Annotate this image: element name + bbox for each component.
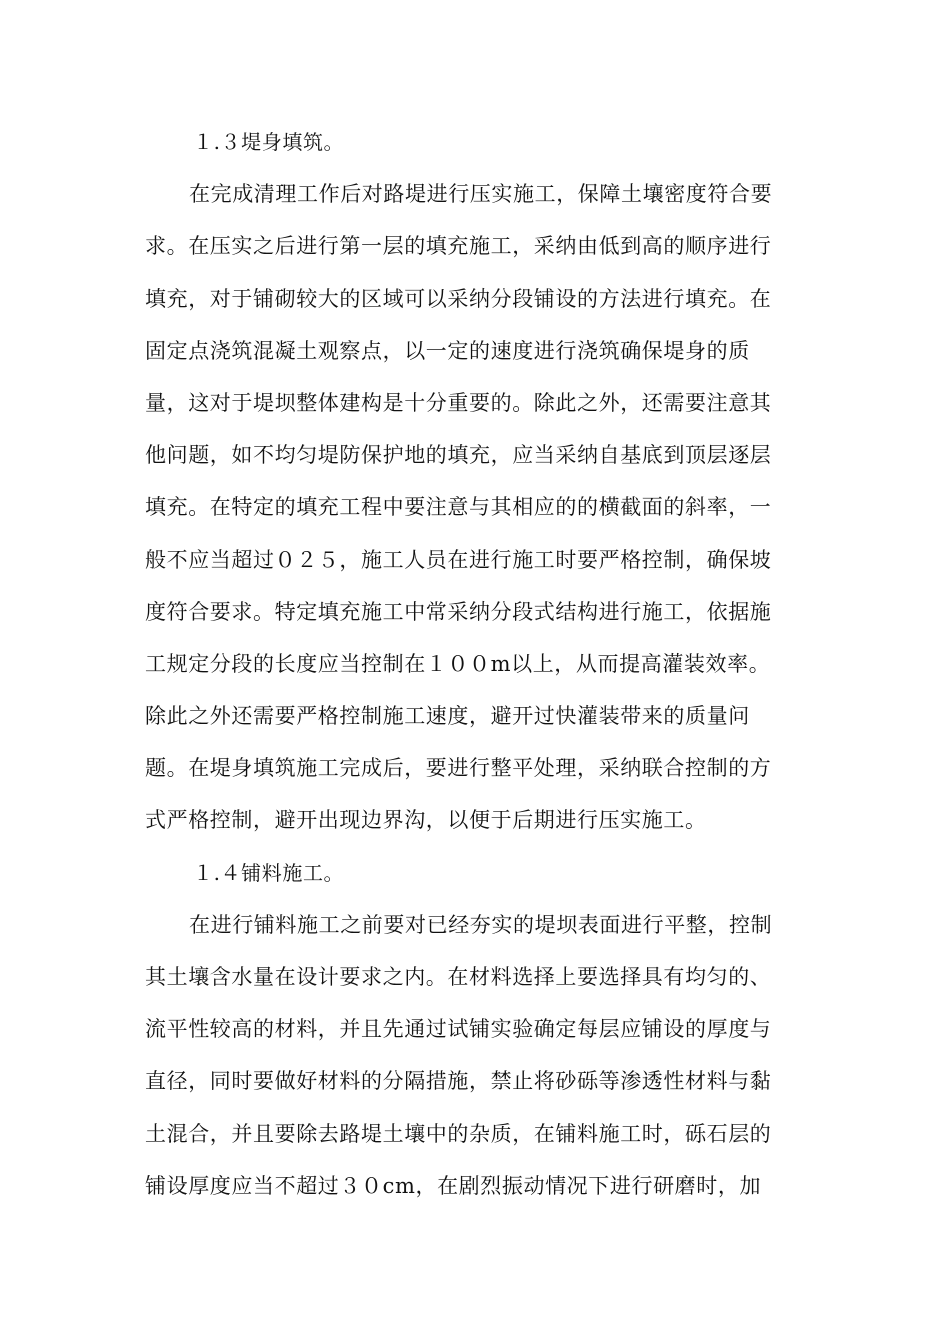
paragraph-line: 他问题，如不均匀堤防保护地的填充，应当采纳自基底到顶层逐层 bbox=[145, 443, 772, 468]
paragraph-line: 直径，同时要做好材料的分隔措施，禁止将砂砾等渗透性材料与黏 bbox=[145, 1069, 772, 1094]
section-heading: １.３堤身填筑。 bbox=[193, 130, 345, 154]
paragraph-line: 题。在堤身填筑施工完成后，要进行整平处理，采纳联合控制的方 bbox=[145, 756, 772, 781]
paragraph-line: 铺设厚度应当不超过３０cm，在剧烈振动情况下进行研磨时，加 bbox=[145, 1173, 762, 1198]
paragraph-line: 度符合要求。特定填充施工中常采纳分段式结构进行施工，依据施 bbox=[145, 599, 772, 624]
paragraph-line: 填充。在特定的填充工程中要注意与其相应的的横截面的斜率，一 bbox=[145, 495, 772, 520]
paragraph-line: 式严格控制，避开出现边界沟，以便于后期进行压实施工。 bbox=[145, 808, 707, 833]
paragraph-line: 般不应当超过０２５，施工人员在进行施工时要严格控制，确保坡 bbox=[145, 547, 772, 572]
section-heading: １.４铺料施工。 bbox=[193, 860, 345, 885]
paragraph-line: 在进行铺料施工之前要对已经夯实的堤坝表面进行平整，控制 bbox=[189, 912, 773, 937]
paragraph-line: 土混合，并且要除去路堤土壤中的杂质，在铺料施工时，砾石层的 bbox=[145, 1121, 772, 1146]
paragraph-line: 流平性较高的材料，并且先通过试铺实验确定每层应铺设的厚度与 bbox=[145, 1017, 772, 1042]
document-body bbox=[145, 116, 805, 1212]
paragraph-line: 求。在压实之后进行第一层的填充施工，采纳由低到高的顺序进行 bbox=[145, 234, 772, 259]
paragraph-line: 除此之外还需要严格控制施工速度，避开过快灌装带来的质量问 bbox=[145, 704, 750, 729]
paragraph-line: 工规定分段的长度应当控制在１００m以上，从而提高灌装效率。 bbox=[145, 651, 771, 676]
paragraph-line: 其土壤含水量在设计要求之内。在材料选择上要选择具有均匀的、 bbox=[145, 965, 772, 989]
paragraph-line: 固定点浇筑混凝土观察点，以一定的速度进行浇筑确保堤身的质 bbox=[145, 338, 750, 363]
paragraph-line: 填充，对于铺砌较大的区域可以采纳分段铺设的方法进行填充。在 bbox=[145, 286, 772, 311]
paragraph-line: 在完成清理工作后对路堤进行压实施工，保障土壤密度符合要 bbox=[189, 182, 773, 207]
paragraph-line: 量，这对于堤坝整体建构是十分重要的。除此之外，还需要注意其 bbox=[145, 390, 772, 415]
